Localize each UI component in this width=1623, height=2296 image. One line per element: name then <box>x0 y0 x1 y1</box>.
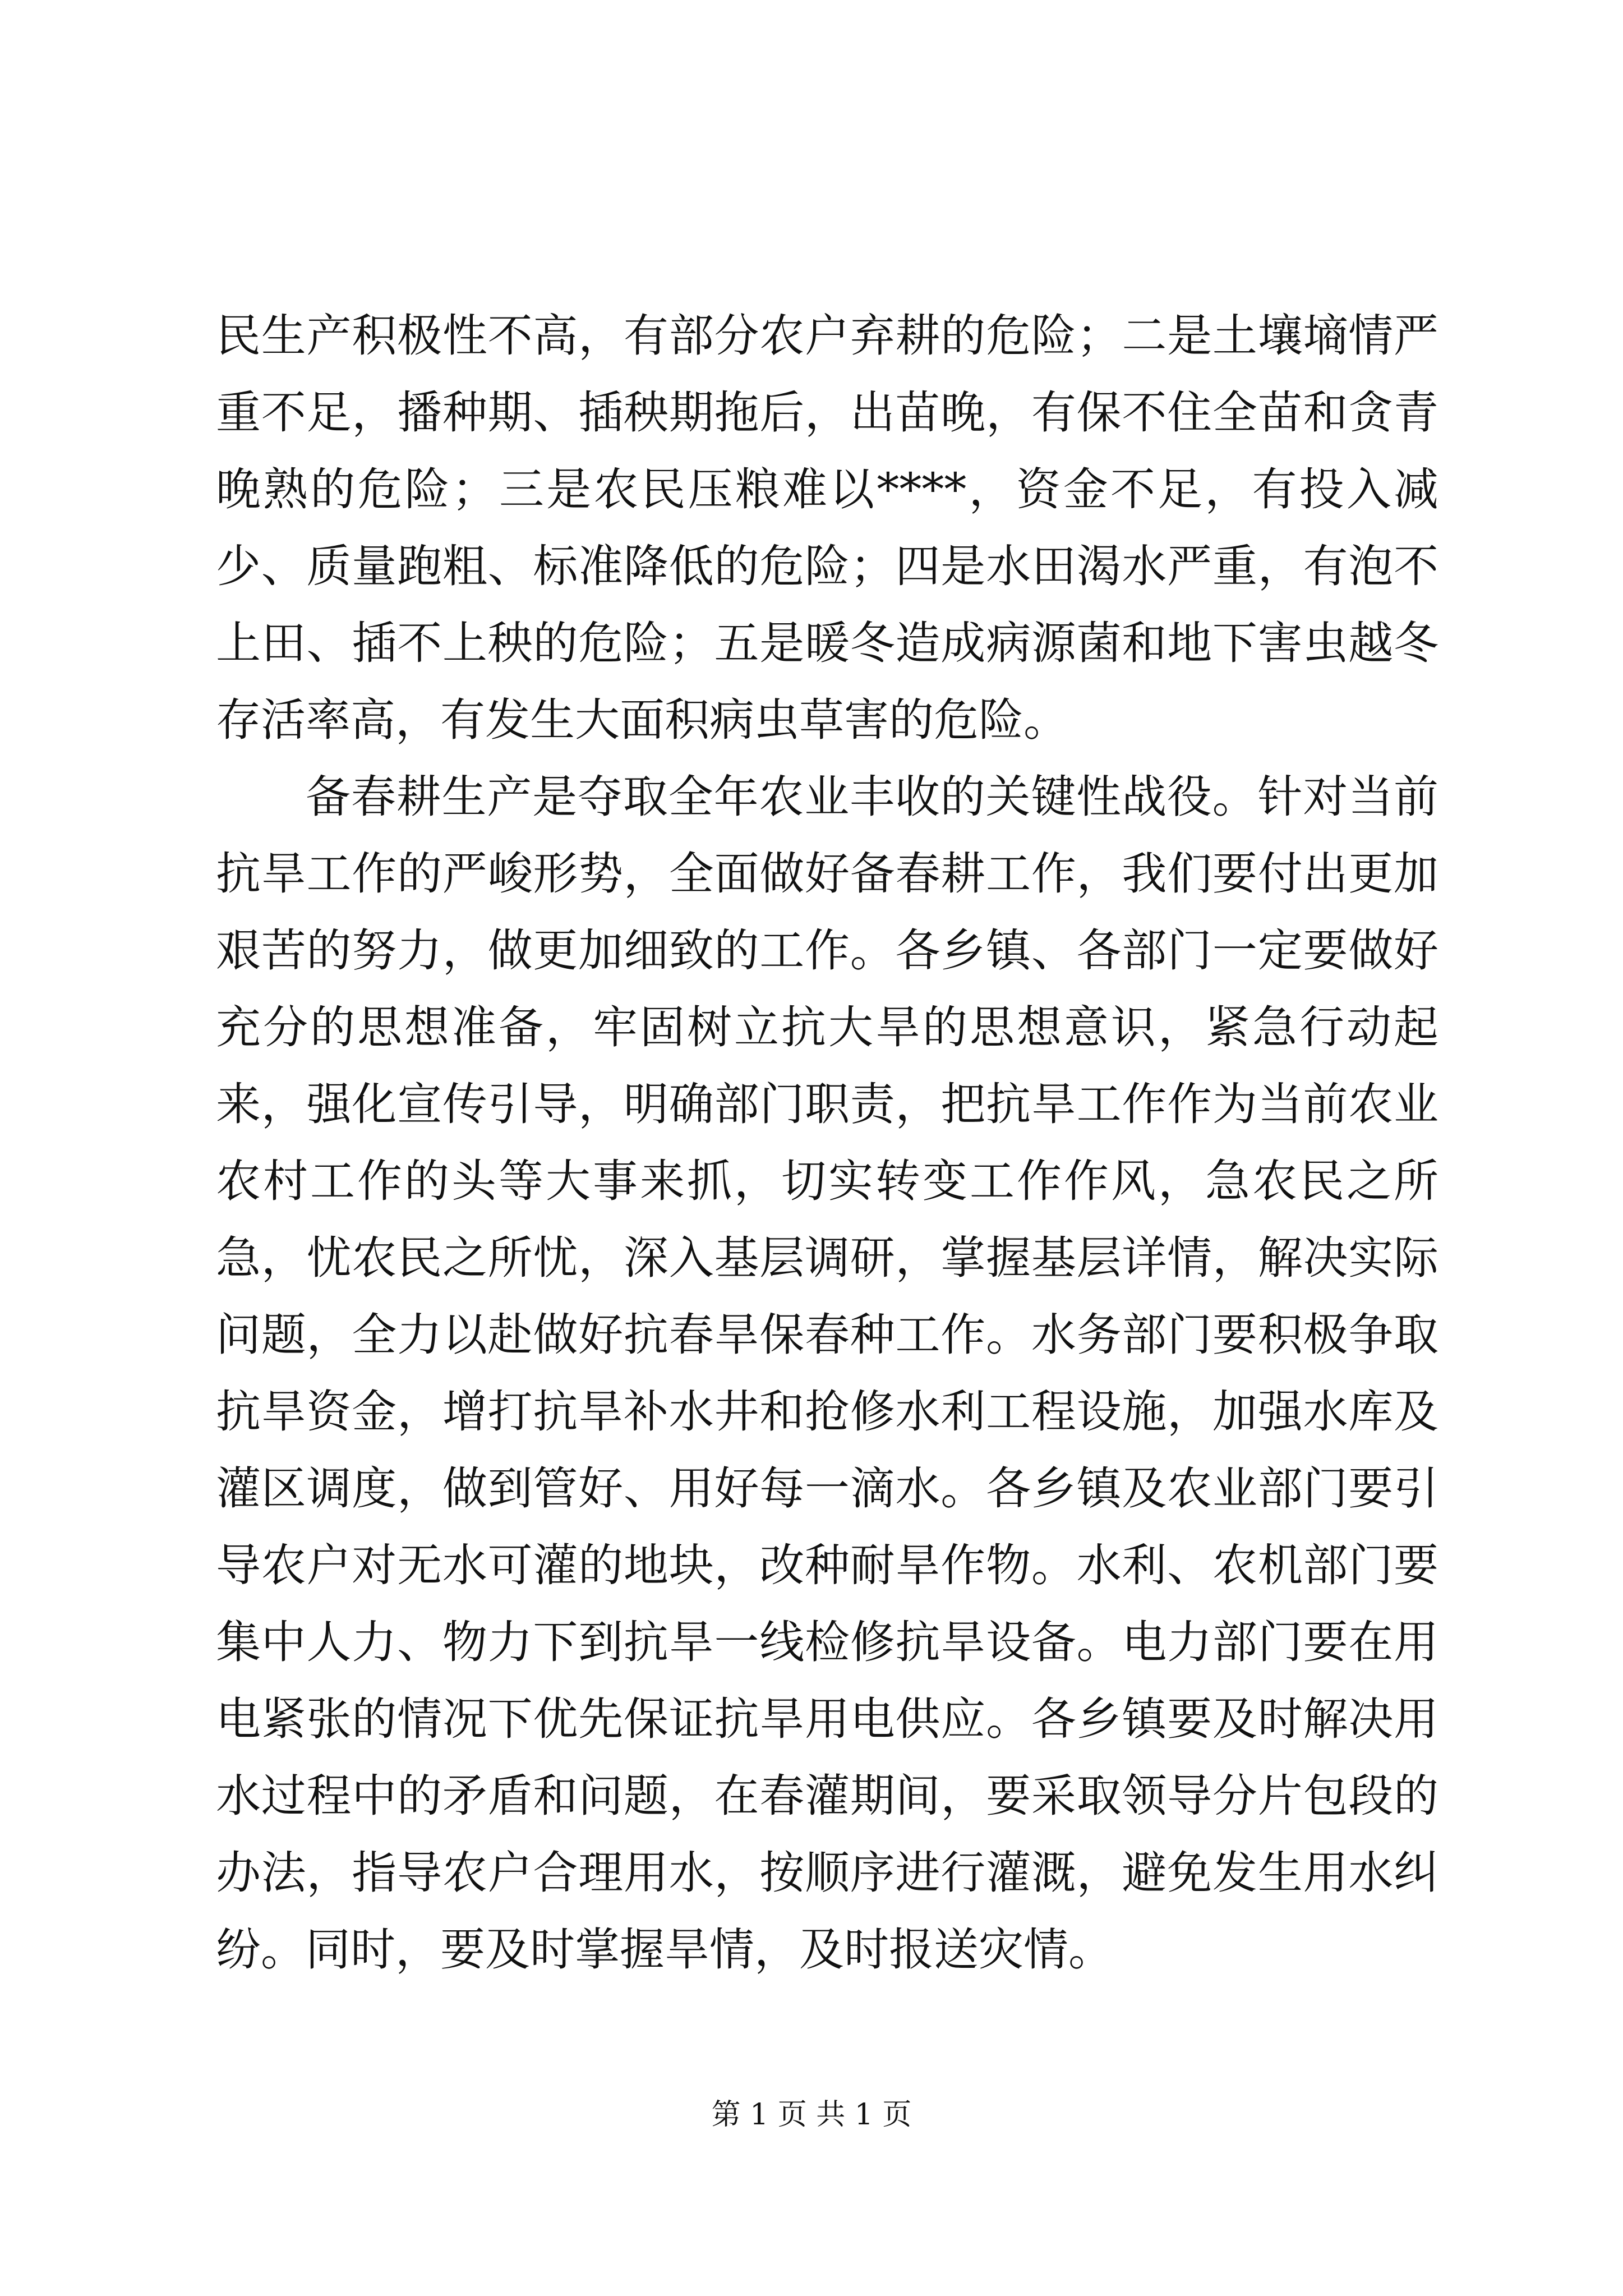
paragraph-continued: 民生产积极性不高，有部分农户弃耕的危险；二是土壤墒情严重不足，播种期、插秧期拖后，出苗晚，有保不住全苗和贪青晚熟的危险；三是农民压粮难以****，资金不足，有投入减少、质量跑粗、标准降低的危险；四是水田渴水严重，有泡不上田、插不上秧的危险；五是暖冬造成病源菌和地下害虫越冬存活率高，有发生大面积病虫草害的危险。 <box>216 310 1438 746</box>
document-body <box>216 297 1438 1988</box>
page-footer: 第 1 页 共 1 页 <box>711 2098 912 2132</box>
paragraph-spring-plowing: 备春耕生产是夺取全年农业丰收的关键性战役。针对当前抗旱工作的严峻形势，全面做好备春耕工作，我们要付出更加艰苦的努力，做更加细致的工作。各乡镇、各部门一定要做好充分的思想准备，牢固树立抗大旱的思想意识，紧急行动起来，强化宣传引导，明确部门职责，把抗旱工作作为当前农业农村工作的头等大事来抓，切实转变工作作风，急农民之所急，忧农民之所忧，深入基层调研，掌握基层详情，解决实际问题，全力以赴做好抗春旱保春种工作。水务部门要积极争取抗旱资金，增打抗旱补水井和抢修水利工程设施，加强水库及灌区调度，做到管好、用好每一滴水。各乡镇及农业部门要引导农户对无水可灌的地块，改种耐旱作物。水利、农机部门要集中人力、物力下到抗旱一线检修抗旱设备。电力部门要在用电紧张的情况下优先保证抗旱用电供应。各乡镇要及时解决用水过程中的矛盾和问题，在春灌期间，要采取领导分片包段的办法，指导农户合理用水，按顺序进行灌溉，避免发生用水纠纷。同时，要及时掌握旱情，及时报送灾情。 <box>216 771 1438 1976</box>
